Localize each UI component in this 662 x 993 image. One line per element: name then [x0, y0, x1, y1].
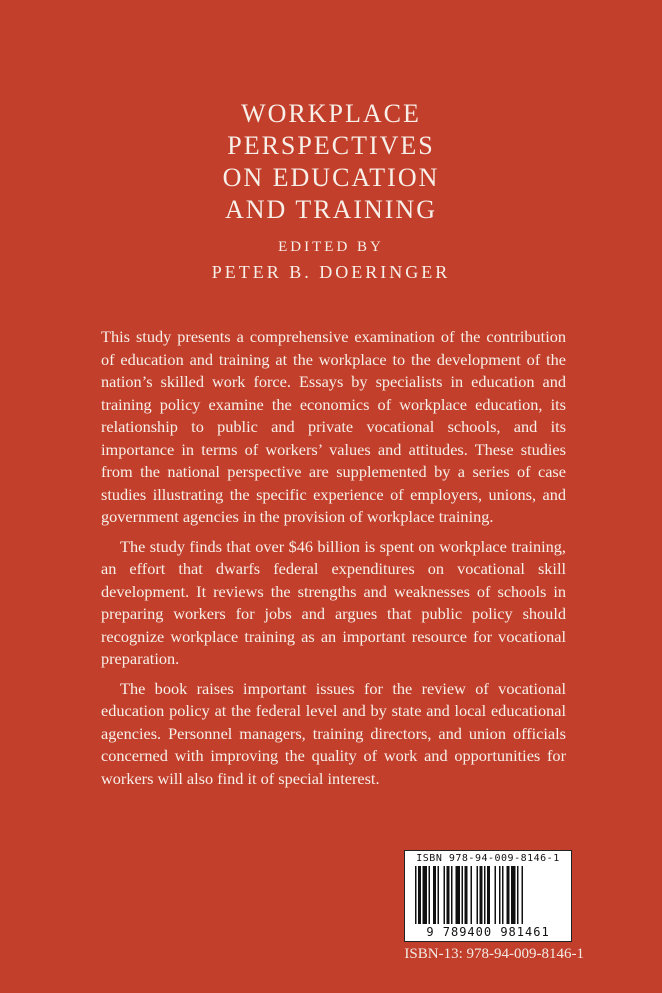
title-line: PERSPECTIVES — [227, 131, 435, 160]
barcode-digits: 9 789400 981461 — [426, 925, 550, 939]
description-paragraph: The book raises important issues for the review of vocational education policy at the federal level and by state and local educational agencies. Personnel managers, training directors, and union officials concerned with improving the quality of work and opportunities for workers will also find it of special interest. — [101, 678, 566, 788]
editor-label: EDITED BY — [278, 239, 384, 255]
editor-name: PETER B. DOERINGER — [211, 262, 451, 282]
isbn-13: ISBN-13: 978-94-009-8146-1 — [404, 946, 584, 962]
barcode-isbn-label: ISBN 978-94-009-8146-1 — [416, 853, 560, 864]
title-line: AND TRAINING — [224, 195, 437, 224]
description-paragraph: This study presents a comprehensive examination of the contribution of education and training at the workplace to the development of the nation’s skilled work force. Essays by specialists in education and training policy examine the economics of workplace education, its relationship to public and private vocational schools, and its importance in terms of workers’ values and attitudes. These studies from the national perspective are supplemented by a series of case studies illustrating the specific experience of employers, unions, and government agencies in the provision of workplace training. — [101, 327, 566, 526]
barcode-bars — [413, 866, 563, 924]
title-line: WORKPLACE — [241, 99, 421, 128]
barcode — [404, 850, 572, 942]
description-paragraph: The study finds that over $46 billion is spent on workplace training, an effort that dwarfs federal expenditures on vocational skill development. It reviews the strengths and weaknesses of schools in preparing workers for jobs and argues that public policy should recognize workplace training as an important resource for vocational preparation. — [101, 536, 566, 668]
book-title — [0, 98, 662, 226]
title-line: ON EDUCATION — [222, 163, 440, 192]
description — [101, 326, 566, 797]
